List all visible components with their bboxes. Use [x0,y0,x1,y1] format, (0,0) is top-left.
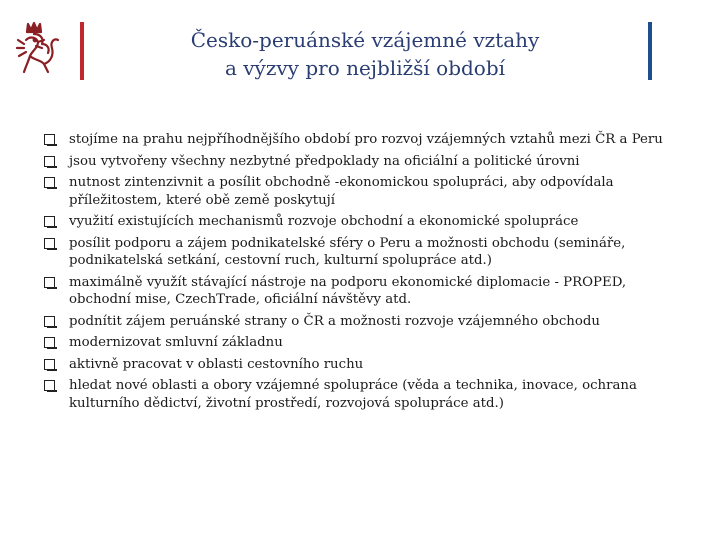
bullet-list [44,131,664,416]
list-item-text: využití existujících mechanismů rozvoje obchodní a ekonomické spolupráce [69,214,579,229]
checkbox-bullet-icon [44,359,55,370]
list-item [44,334,664,352]
list-item [44,131,664,149]
list-item-text: jsou vytvořeny všechny nezbytné předpoklady na oficiální a politické úrovni [69,153,580,169]
list-item [44,313,664,331]
list-item-text: stojíme na prahu nejpříhodnějšího období pro rozvoj vzájemných vztahů mezi ČR a Peru [69,132,663,147]
list-item-text: modernizovat smluvní základnu [69,335,283,350]
checkbox-bullet-icon [44,134,55,145]
list-item-text: aktivně pracovat v oblasti cestovního ruchu [69,356,364,372]
list-item-text: posílit podporu a zájem podnikatelské sféry o Peru a možnosti obchodu (semináře, podnikatelská setkání, cestovní ruch, kulturní spolupráce atd.) [69,235,626,268]
list-item [44,213,664,231]
checkbox-bullet-icon [44,216,55,227]
page-title [100,26,630,82]
title-line-2: a výzvy pro nejbližší období [224,56,506,80]
checkbox-bullet-icon [44,380,55,391]
checkbox-bullet-icon [44,337,55,348]
list-item [44,274,664,309]
czech-lion-emblem-icon [14,18,60,78]
checkbox-bullet-icon [44,177,55,188]
list-item [44,174,664,209]
checkbox-bullet-icon [44,156,55,167]
title-line-1: Česko-peruánské vzájemné vztahy [190,28,540,52]
list-item-text: hledat nové oblasti a obory vzájemné spolupráce (věda a technika, inovace, ochrana kulturního dědictví, životní prostředí, rozvojová spolupráce atd.) [69,378,637,411]
checkbox-bullet-icon [44,238,55,249]
list-item-text: podnítit zájem peruánské strany o ČR a možnosti rozvoje vzájemného obchodu [69,313,600,329]
red-divider [80,22,84,80]
list-item [44,377,664,412]
checkbox-bullet-icon [44,316,55,327]
blue-divider [648,22,652,80]
list-item [44,153,664,171]
list-item-text: maximálně využít stávající nástroje na podporu ekonomické diplomacie - PROPED, obchodní mise, CzechTrade, oficiální návštěvy atd. [69,274,627,307]
list-item [44,235,664,270]
list-item [44,356,664,374]
checkbox-bullet-icon [44,277,55,288]
list-item-text: nutnost zintenzivnit a posílit obchodně -ekonomickou spolupráci, aby odpovídala příležitostem, které obě země poskytují [69,175,614,208]
